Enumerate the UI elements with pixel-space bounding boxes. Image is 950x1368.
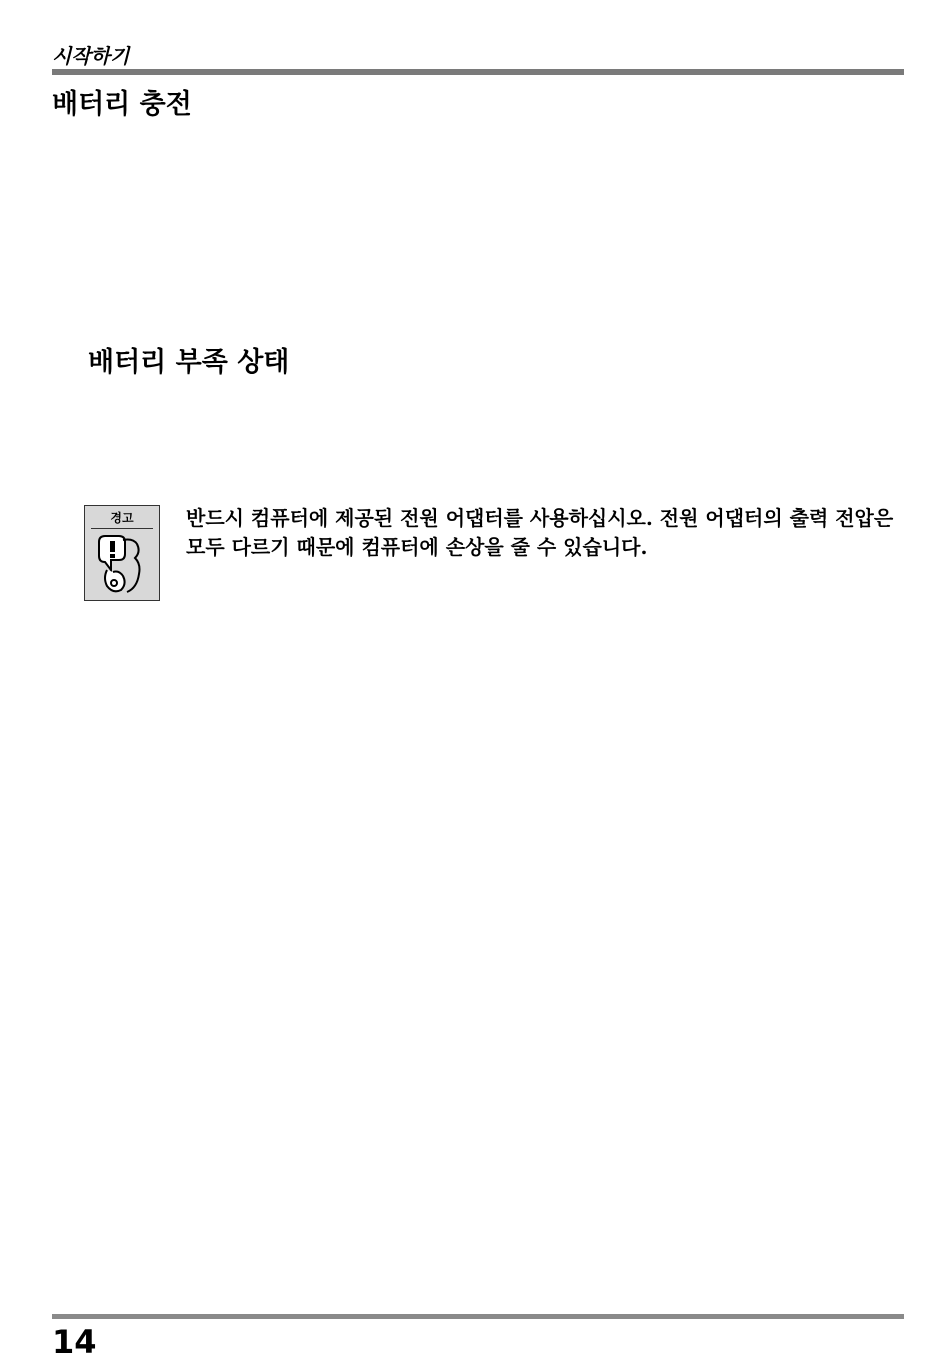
warning-label: 경고: [110, 511, 134, 525]
page-number: 14: [52, 1323, 97, 1361]
caution-icon: [93, 532, 153, 598]
warning-text: 반드시 컴퓨터에 제공된 전원 어댑터를 사용하십시오. 전원 어댑터의 출력 전압은 모두 다르기 때문에 컴퓨터에 손상을 줄 수 있습니다.: [186, 506, 894, 559]
section-label: 시작하기: [52, 44, 130, 68]
heading-battery-low: 배터리 부족 상태: [88, 347, 290, 378]
heading-battery-charging: 배터리 충전: [52, 89, 192, 120]
warning-box: [84, 505, 160, 601]
warning-label-rule: [91, 528, 153, 529]
footer-rule: [52, 1314, 904, 1319]
header-rule: [52, 69, 904, 75]
